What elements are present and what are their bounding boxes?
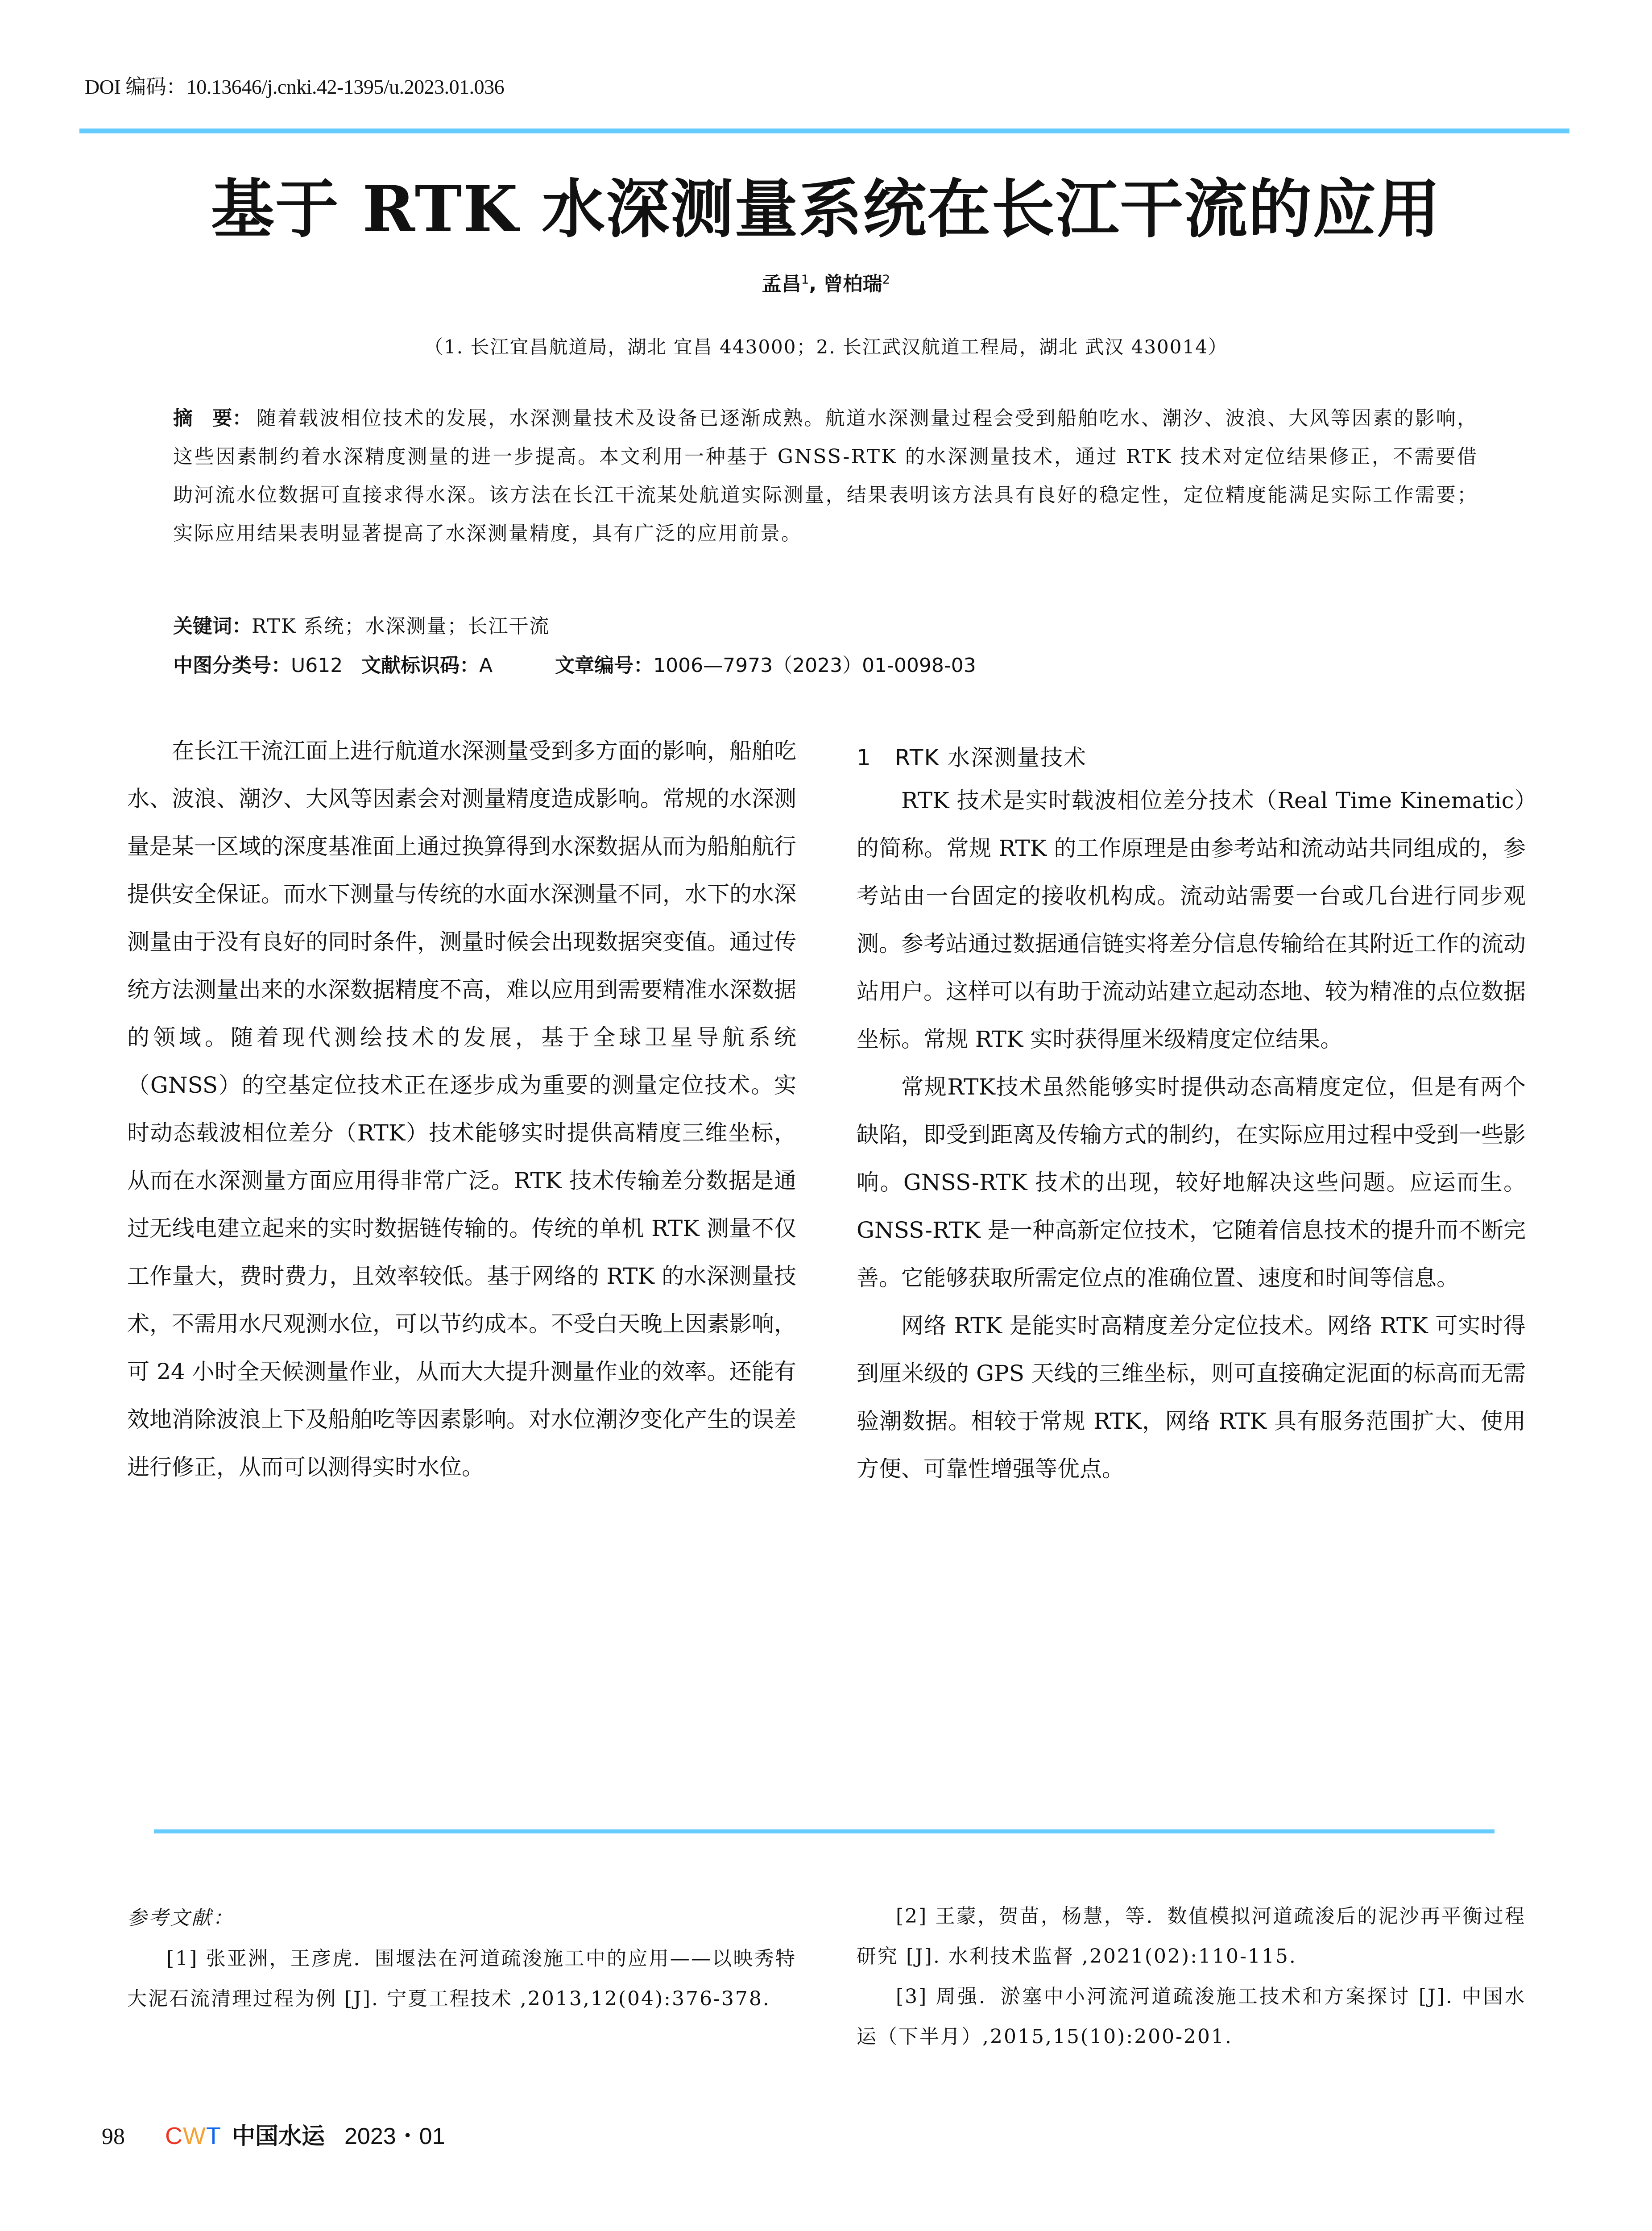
logo-letter-w: W bbox=[183, 2123, 206, 2149]
authors bbox=[0, 268, 1652, 296]
body-paragraph: 常规RTK技术虽然能够实时提供动态高精度定位，但是有两个缺陷，即受到距离及传输方式的制约，在实际应用过程中受到一些影响。GNSS-RTK 技术的出现，较好地解决这些问题。应运而生。GNSS-RTK 是一种高新定位技术，它随着信息技术的提升而不断完善。它能够获取所需定位点的准确位置、速度和时间等信息。 bbox=[857, 1074, 1526, 1291]
classification-row bbox=[173, 649, 976, 678]
doc-code-value: A bbox=[479, 654, 493, 677]
keywords-text: RTK 系统；水深测量；长江干流 bbox=[252, 615, 550, 638]
author-affil-mark: 1 bbox=[801, 272, 809, 287]
author-name: 孟昌 bbox=[762, 273, 801, 295]
article-title: 基于 RTK 水深测量系统在长江干流的应用 bbox=[211, 172, 1441, 246]
author-name: 曾柏瑞 bbox=[823, 273, 882, 295]
doc-code-label: 文献标识码： bbox=[361, 654, 480, 677]
references-rule bbox=[154, 1829, 1495, 1833]
abstract bbox=[173, 399, 1478, 553]
journal-issue: 2023・01 bbox=[344, 2123, 445, 2149]
references-column-left bbox=[127, 1939, 796, 2019]
journal-logo bbox=[165, 2123, 221, 2149]
affiliations: （1. 长江宜昌航道局，湖北 宜昌 443000；2. 长江武汉航道工程局，湖北 武汉 430014） bbox=[424, 336, 1228, 358]
body-column-right bbox=[857, 738, 1526, 1493]
references-column-right bbox=[857, 1896, 1526, 2057]
article-no-label: 文章编号： bbox=[555, 654, 654, 677]
header-rule bbox=[79, 129, 1569, 133]
body-paragraph: RTK 技术是实时载波相位差分技术（Real Time Kinematic）的简称。常规 RTK 的工作原理是由参考站和流动站共同组成的，参考站由一台固定的接收机构成。流动站需要一台或几台进行同步观测。参考站通过数据通信链实将差分信息传输给在其附近工作的流动站用户。这样可以有助于流动站建立起动态地、较为精准的点位数据坐标。常规 RTK 实时获得厘米级精度定位结果。 bbox=[857, 788, 1526, 1052]
logo-letter-t: T bbox=[206, 2123, 221, 2149]
author-separator: , bbox=[809, 273, 824, 295]
doi-line: DOI 编码：10.13646/j.cnki.42-1395/u.2023.01.036 bbox=[85, 75, 505, 98]
section-heading: 1 RTK 水深测量技术 bbox=[857, 745, 1087, 771]
keywords bbox=[173, 610, 550, 639]
references-heading: 参考文献： bbox=[127, 1907, 234, 1929]
author-affil-mark: 2 bbox=[882, 272, 890, 287]
article-no-value: 1006—7973（2023）01-0098-03 bbox=[653, 654, 976, 677]
body-column-left bbox=[127, 727, 796, 1491]
reference-item: [1] 张亚洲，王彦虎．围堰法在河道疏浚施工中的应用——以映秀特大泥石流清理过程为例 [J]. 宁夏工程技术 ,2013,12(04):376-378. bbox=[127, 1947, 796, 2010]
journal-name: 中国水运 bbox=[232, 2123, 325, 2150]
clc-value: U612 bbox=[291, 654, 343, 677]
abstract-label: 摘 要： bbox=[173, 407, 252, 430]
reference-item: [2] 王蒙，贺苗，杨慧，等．数值模拟河道疏浚后的泥沙再平衡过程研究 [J]. 水利技术监督 ,2021(02):110-115. bbox=[857, 1905, 1526, 1968]
keywords-label: 关键词： bbox=[173, 615, 252, 638]
abstract-text: 随着载波相位技术的发展，水深测量技术及设备已逐渐成熟。航道水深测量过程会受到船舶吃水、潮汐、波浪、大风等因素的影响，这些因素制约着水深精度测量的进一步提高。本文利用一种基于 GNSS-RTK 的水深测量技术，通过 RTK 技术对定位结果修正，不需要借助河流水位数据可直接求得水深。该方法在长江干流某处航道实际测量，结果表明该方法具有良好的稳定性，定位精度能满足实际工作需要；实际应用结果表明显著提高了水深测量精度，具有广泛的应用前景。 bbox=[173, 407, 1478, 545]
page-number: 98 bbox=[102, 2124, 125, 2149]
clc-label: 中图分类号： bbox=[173, 654, 291, 677]
body-paragraph: 在长江干流江面上进行航道水深测量受到多方面的影响，船舶吃水、波浪、潮汐、大风等因素会对测量精度造成影响。常规的水深测量是某一区域的深度基准面上通过换算得到水深数据从而为船舶航行提供安全保证。而水下测量与传统的水面水深测量不同，水下的水深测量由于没有良好的同时条件，测量时候会出现数据突变值。通过传统方法测量出来的水深数据精度不高，难以应用到需要精准水深数据的领域。随着现代测绘技术的发展，基于全球卫星导航系统（GNSS）的空基定位技术正在逐步成为重要的测量定位技术。实时动态载波相位差分（RTK）技术能够实时提供高精度三维坐标，从而在水深测量方面应用得非常广泛。RTK 技术传输差分数据是通过无线电建立起来的实时数据链传输的。传统的单机 RTK 测量不仅工作量大，费时费力，且效率较低。基于网络的 RTK 的水深测量技术，不需用水尺观测水位，可以节约成本。不受白天晚上因素影响，可 24 小时全天候测量作业，从而大大提升测量作业的效率。还能有效地消除波浪上下及船舶吃等因素影响。对水位潮汐变化产生的误差进行修正，从而可以测得实时水位。 bbox=[127, 738, 796, 1480]
page-footer bbox=[102, 2117, 445, 2151]
reference-item: [3] 周强．淤塞中小河流河道疏浚施工技术和方案探讨 [J]. 中国水运（下半月）,2015,15(10):200-201. bbox=[857, 1985, 1526, 2048]
logo-letter-c: C bbox=[165, 2123, 183, 2149]
body-paragraph: 网络 RTK 是能实时高精度差分定位技术。网络 RTK 可实时得到厘米级的 GPS 天线的三维坐标，则可直接确定泥面的标高而无需验潮数据。相较于常规 RTK，网络 RTK 具有服务范围扩大、使用方便、可靠性增强等优点。 bbox=[857, 1313, 1526, 1482]
